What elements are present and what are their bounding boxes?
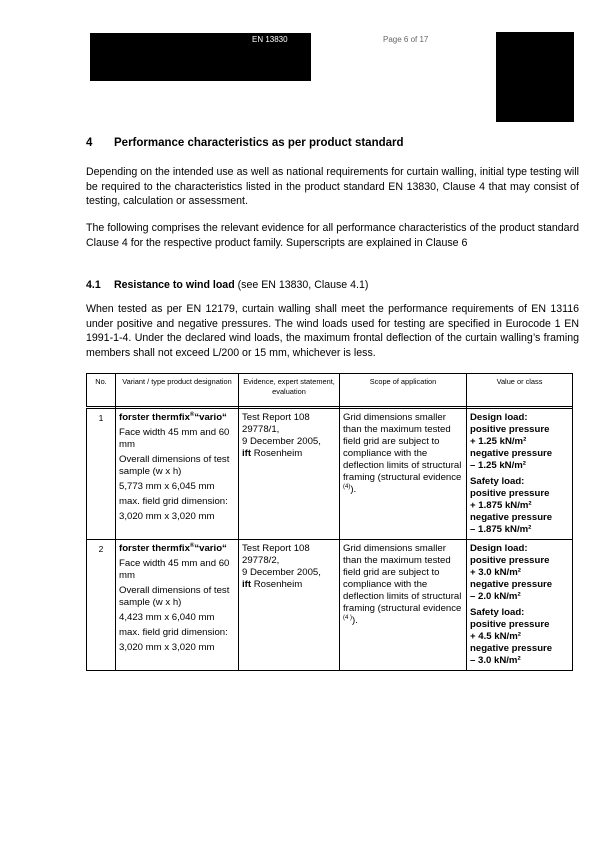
face-width: Face width 45 mm and 60 mm — [119, 427, 230, 450]
section-4-number: 4 — [86, 137, 93, 149]
report-date: 9 December 2005, — [242, 436, 321, 447]
report-date: 9 December 2005, — [242, 567, 321, 578]
scope-cell: Grid dimensions smaller than the maximum tested field grid are subject to compliance with the deflection limits of structural framing (structural evidence $^{(4 )}$). — [340, 540, 467, 671]
section-4-heading — [86, 137, 404, 149]
product-name: forster thermfix®“vario“ — [119, 542, 227, 554]
section-4-1-title: Resistance to wind load — [114, 279, 235, 291]
row-number: 1 — [87, 409, 116, 540]
redacted-logo-block — [496, 32, 574, 122]
max-field-label: max. field grid dimension: — [119, 496, 228, 507]
institute: ift Rosenheim — [242, 579, 303, 590]
institute: ift Rosenheim — [242, 448, 303, 459]
face-width: Face width 45 mm and 60 mm — [119, 558, 230, 581]
test-report: Test Report 108 29778/2, — [242, 543, 310, 566]
header-standard: EN 13830 — [252, 35, 288, 44]
scope-cell: Grid dimensions smaller than the maximum tested field grid are subject to compliance with the deflection limits of structural framing (structural evidence $^{(4)}$). — [340, 409, 467, 540]
max-field-label: max. field grid dimension: — [119, 627, 228, 638]
section-4-paragraph-1: Depending on the intended use as well as national requirements for curtain walling, initial type testing will be required to the characteristics listed in the product standard EN 13830, Clause 4 that may consist of testing, calculation or assessment. — [86, 166, 579, 207]
overall-dimensions-label: Overall dimensions of test sample (w x h) — [119, 585, 230, 608]
evidence-cell — [239, 409, 340, 540]
evidence-cell — [239, 540, 340, 671]
test-report: Test Report 108 29778/1, — [242, 412, 310, 435]
table-row — [87, 409, 573, 540]
col-header-evidence: Evidence, expert statement, evaluation — [239, 374, 340, 407]
col-header-variant: Variant / type product designation — [116, 374, 239, 407]
variant-cell — [116, 540, 239, 671]
row-number: 2 — [87, 540, 116, 671]
section-4-paragraph-2: The following comprises the relevant evidence for all performance characteristics of the product standard Clause 4 for the respective product family. Superscripts are explained in Clause 6 — [86, 222, 579, 249]
overall-dimensions-label: Overall dimensions of test sample (w x h) — [119, 454, 230, 477]
value-cell: Design load: positive pressure + 3.0 kN/m² negative pressure – 2.0 kN/m² Safety load: positive pressure + 4.5 kN/m² negative pressure – 3.0 kN/m² — [467, 540, 573, 671]
table-row — [87, 540, 573, 671]
section-4-1-number: 4.1 — [86, 279, 101, 291]
col-header-no: No. — [87, 374, 116, 407]
wind-load-table — [86, 373, 573, 671]
value-cell: Design load: positive pressure + 1.25 kN/m² negative pressure – 1.25 kN/m² Safety load: positive pressure + 1.875 kN/m² negative pressure – 1.875 kN/m² — [467, 409, 573, 540]
header-page-number: Page 6 of 17 — [383, 35, 429, 44]
max-field-value: 3,020 mm x 3,020 mm — [119, 511, 215, 522]
max-field-value: 3,020 mm x 3,020 mm — [119, 642, 215, 653]
variant-cell — [116, 409, 239, 540]
col-header-scope: Scope of application — [340, 374, 467, 407]
section-4-1-paragraph: When tested as per EN 12179, curtain walling shall meet the performance requirements of EN 13116 under positive and negative pressures. The wind loads used for testing are specified in Eurocode 1 EN 1991-1-4. Under the declared wind loads, the maximum frontal deflection of the curtain walling’s framing members shall not exceed L/200 or 15 mm, whichever is less. — [86, 303, 579, 359]
product-name: forster thermfix®“vario“ — [119, 411, 227, 423]
overall-dimensions-value: 4,423 mm x 6,040 mm — [119, 612, 215, 623]
overall-dimensions-value: 5,773 mm x 6,045 mm — [119, 481, 215, 492]
col-header-value: Value or class — [467, 374, 573, 407]
section-4-title: Performance characteristics as per product standard — [114, 137, 404, 149]
section-4-1-heading — [86, 279, 368, 291]
table-header-row — [87, 374, 573, 407]
section-4-1-reference: (see EN 13830, Clause 4.1) — [237, 279, 369, 291]
